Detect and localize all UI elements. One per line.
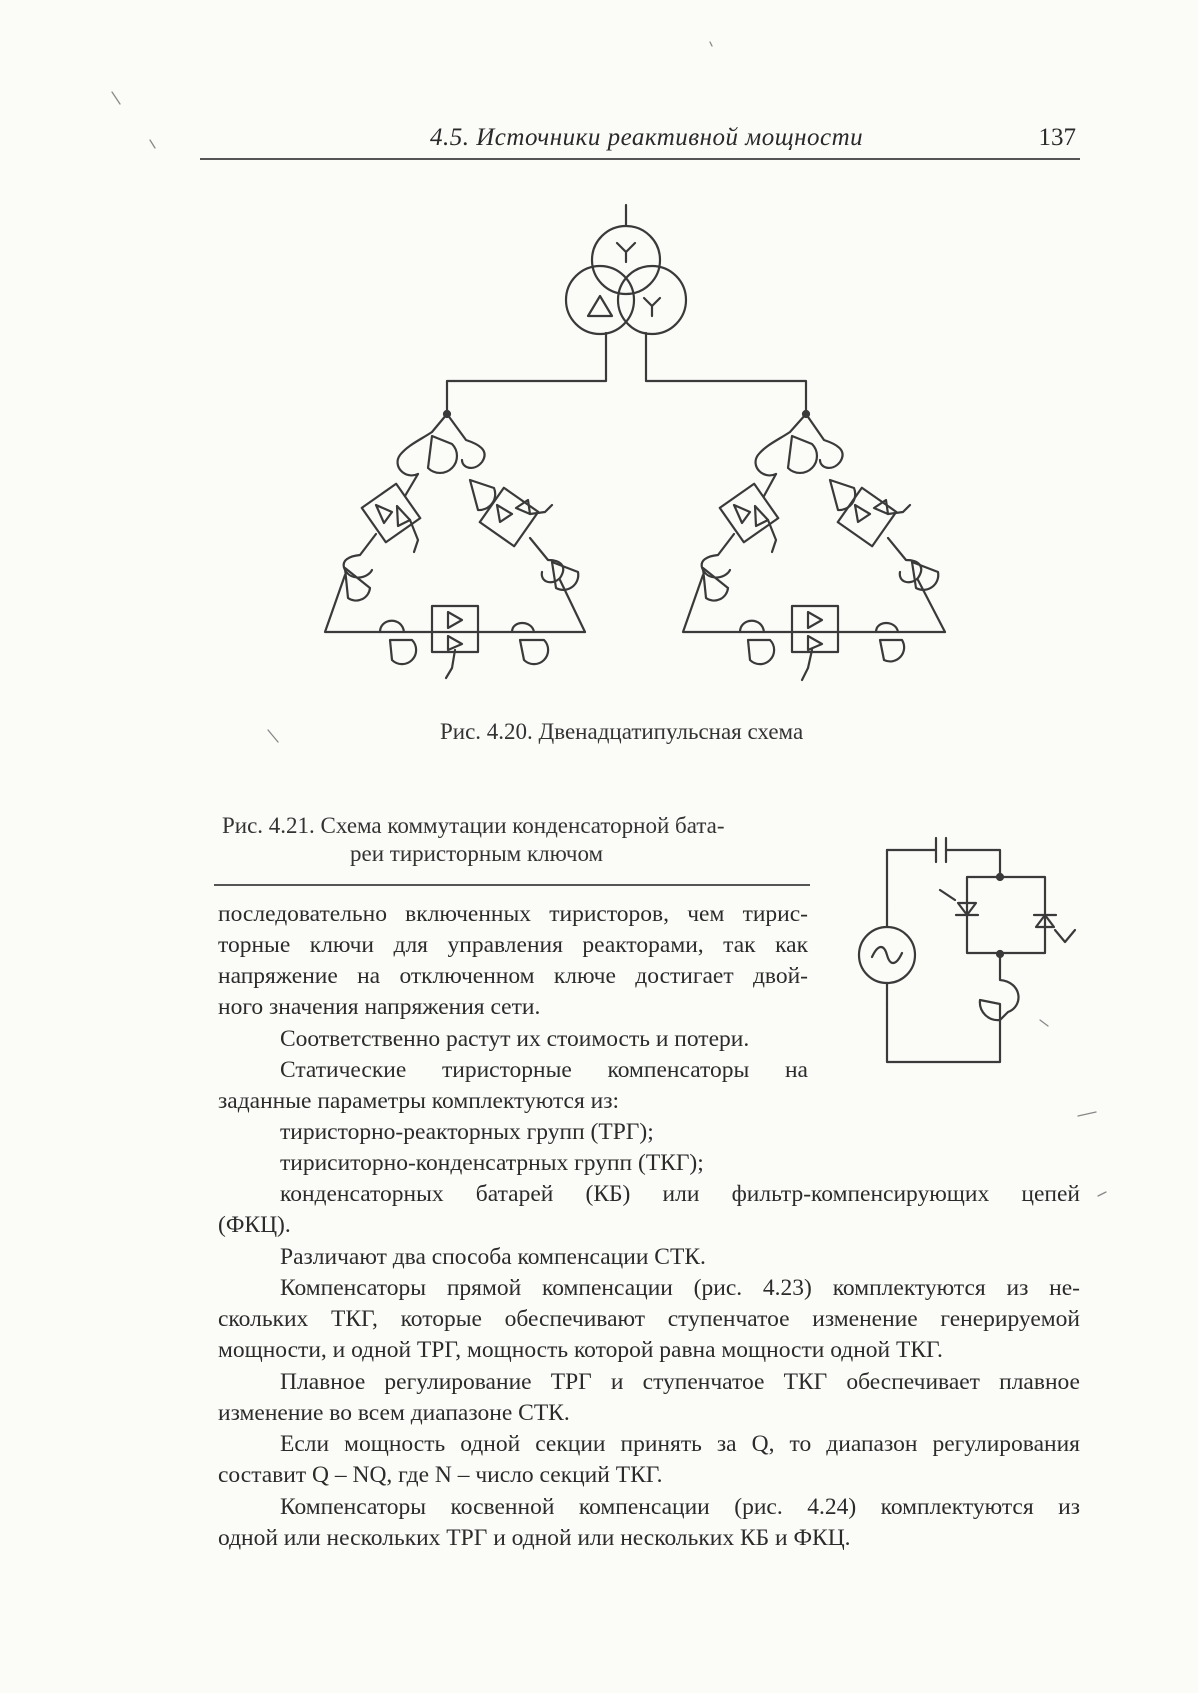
paragraph-line: заданные параметры комплектуются из: xyxy=(218,1088,620,1114)
paragraph-line: составит Q – NQ, где N – число секций ТКГ. xyxy=(218,1462,663,1488)
figure-4-21-caption-line2: реи тиристорным ключом xyxy=(350,841,604,866)
paragraph-line: ного значения напряжения сети. xyxy=(218,994,541,1020)
paragraph-line: торные ключи для управления реакторами, так как xyxy=(218,932,808,958)
paragraph-line: Плавное регулирование ТРГ и ступенчатое ТКГ обеспечивает плавное xyxy=(280,1369,1080,1395)
paragraph-line: Статические тиристорные компенсаторы на xyxy=(280,1057,808,1083)
figure-4-21-caption-line1: Рис. 4.21. Схема коммутации конденсаторной бата- xyxy=(222,813,725,838)
page-number: 137 xyxy=(1038,124,1076,151)
paragraph-line: одной или нескольких ТРГ и одной или нескольких КБ и ФКЦ. xyxy=(218,1525,851,1551)
paragraph-line: мощности, и одной ТРГ, мощность которой равна мощности одной ТКГ. xyxy=(218,1337,943,1363)
list-item: тириситорно-конденсатрных групп (ТКГ); xyxy=(280,1150,704,1176)
thyristor-right xyxy=(1034,915,1075,942)
paragraph-line: Если мощность одной секции принять за Q, то диапазон регулирования xyxy=(280,1431,1080,1457)
paragraph-line: Компенсаторы косвенной компенсации (рис. 4.24) комплектуются из xyxy=(280,1494,1080,1520)
list-item: тиристорно-реакторных групп (ТРГ); xyxy=(280,1119,654,1145)
right-delta-bridge xyxy=(683,411,945,680)
caption-rule xyxy=(214,884,810,886)
capacitor-switching-scheme xyxy=(859,838,1075,1062)
figure-4-20-caption: Рис. 4.20. Двенадцатипульсная схема xyxy=(440,719,804,744)
paragraph-line: скольких ТКГ, которые обеспечивают ступенчатое изменение генерируемой xyxy=(218,1306,1080,1332)
thyristor-left xyxy=(940,890,978,915)
paragraph-line: изменение во всем диапазоне СТК. xyxy=(218,1400,570,1426)
paragraph-line: Компенсаторы прямой компенсации (рис. 4.23) комплектуются из не- xyxy=(280,1275,1080,1301)
paragraph-line: Соответственно растут их стоимость и потери. xyxy=(280,1026,750,1052)
twelve-pulse-scheme xyxy=(325,205,945,680)
paragraph-line: последовательно включенных тиристоров, чем тирис- xyxy=(218,901,808,927)
ac-source-symbol xyxy=(859,906,915,1004)
three-winding-transformer xyxy=(447,205,806,412)
list-item: конденсаторных батарей (КБ) или фильтр-компенсирующих цепей xyxy=(280,1181,1080,1207)
running-title: 4.5. Источники реактивной мощности xyxy=(430,124,864,151)
reactor-symbol xyxy=(980,954,1019,1020)
paragraph-line: напряжение на отключенном ключе достигает двой- xyxy=(218,963,808,989)
list-item-continuation: (ФКЦ). xyxy=(218,1212,291,1238)
paragraph-line: Различают два способа компенсации СТК. xyxy=(280,1244,706,1270)
capacitor-symbol xyxy=(936,838,946,862)
left-delta-bridge xyxy=(325,411,585,678)
